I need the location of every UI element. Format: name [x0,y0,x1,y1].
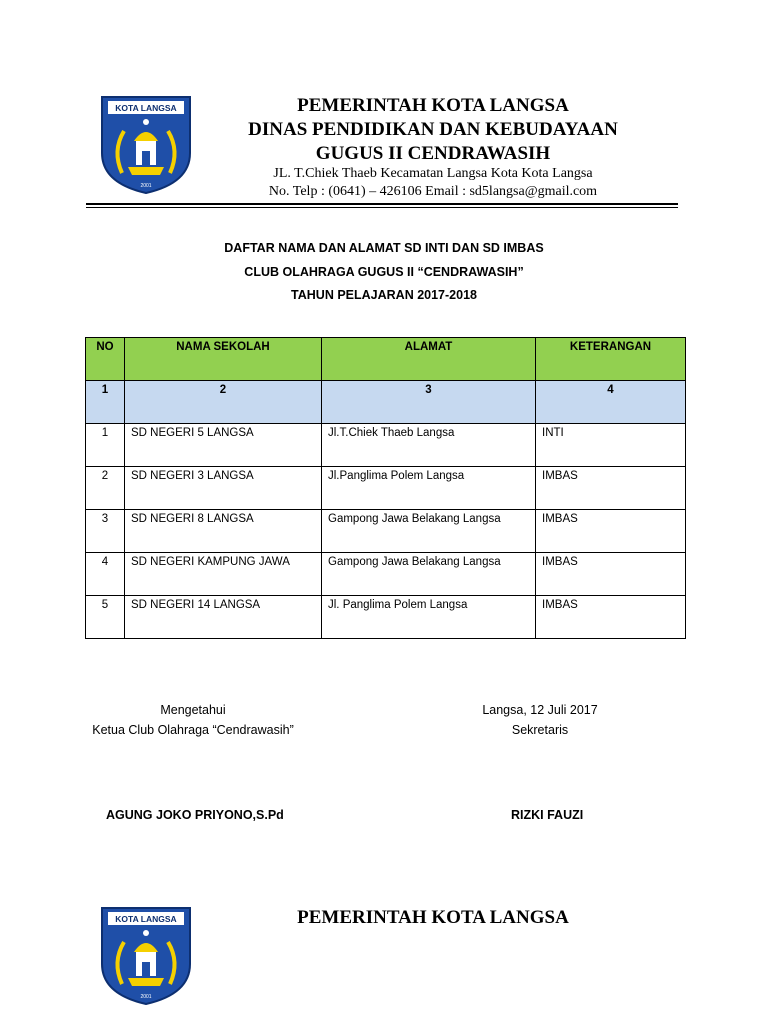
row-no: 4 [86,553,125,596]
letterhead-department: DINAS PENDIDIKAN DAN KEBUDAYAAN [248,119,618,140]
kota-langsa-logo [100,95,192,195]
row-address: Jl.T.Chiek Thaeb Langsa [322,424,536,467]
row-address: Jl. Panglima Polem Langsa [322,596,536,639]
letterhead-cluster: GUGUS II CENDRAWASIH [315,143,551,164]
next-page-government: PEMERINTAH KOTA LANGSA [297,907,569,928]
signature-left-role: Ketua Club Olahraga “Cendrawasih” [92,723,294,737]
signature-left-name: AGUNG JOKO PRIYONO,S.Pd [106,808,284,822]
svg-text:KOTA LANGSA: KOTA LANGSA [115,914,177,924]
row-school-name: SD NEGERI KAMPUNG JAWA [125,553,322,596]
row-remarks: INTI [536,424,686,467]
numbering-cell: 1 [86,381,125,424]
letterhead-government: PEMERINTAH KOTA LANGSA [297,95,569,116]
svg-text:2001: 2001 [140,994,152,1000]
table-row [86,467,686,510]
row-school-name: SD NEGERI 5 LANGSA [125,424,322,467]
letterhead-address: JL. T.Chiek Thaeb Kecamatan Langsa Kota Kota Langsa [273,166,593,181]
header-no: NO [86,338,125,381]
row-remarks: IMBAS [536,467,686,510]
doc-title-line1: DAFTAR NAMA DAN ALAMAT SD INTI DAN SD IMBAS [224,241,544,255]
table-header-row [86,338,686,381]
table-row [86,596,686,639]
kota-langsa-logo [100,906,192,1006]
svg-text:2001: 2001 [140,183,152,189]
row-address: Jl.Panglima Polem Langsa [322,467,536,510]
row-no: 3 [86,510,125,553]
table-row [86,424,686,467]
signature-right-name: RIZKI FAUZI [511,808,584,822]
header-remarks: KETERANGAN [536,338,686,381]
row-remarks: IMBAS [536,596,686,639]
row-no: 1 [86,424,125,467]
header-address: ALAMAT [322,338,536,381]
row-no: 2 [86,467,125,510]
row-address: Gampong Jawa Belakang Langsa [322,553,536,596]
table-row [86,510,686,553]
doc-title-line2: CLUB OLAHRAGA GUGUS II “CENDRAWASIH” [244,265,524,279]
row-address: Gampong Jawa Belakang Langsa [322,510,536,553]
numbering-cell: 3 [322,381,536,424]
signature-left [80,700,306,740]
row-school-name: SD NEGERI 8 LANGSA [125,510,322,553]
svg-text:KOTA LANGSA: KOTA LANGSA [115,103,177,113]
row-remarks: IMBAS [536,510,686,553]
doc-title-line3: TAHUN PELAJARAN 2017-2018 [291,288,477,302]
header-school-name: NAMA SEKOLAH [125,338,322,381]
table-row [86,553,686,596]
row-no: 5 [86,596,125,639]
letterhead-contact: No. Telp : (0641) – 426106 Email : sd5langsa@gmail.com [268,184,598,199]
signature-right [460,700,620,740]
row-school-name: SD NEGERI 3 LANGSA [125,467,322,510]
row-school-name: SD NEGERI 14 LANGSA [125,596,322,639]
signature-right-role: Sekretaris [511,723,569,737]
table-numbering-row [86,381,686,424]
school-list-table [85,337,686,639]
letterhead-rule-thin [86,207,678,208]
letterhead-rule-thick [86,203,678,205]
row-remarks: IMBAS [536,553,686,596]
numbering-cell: 2 [125,381,322,424]
numbering-cell: 4 [536,381,686,424]
signature-left-acknowledge: Mengetahui [160,703,226,717]
signature-right-place-date: Langsa, 12 Juli 2017 [482,703,598,717]
